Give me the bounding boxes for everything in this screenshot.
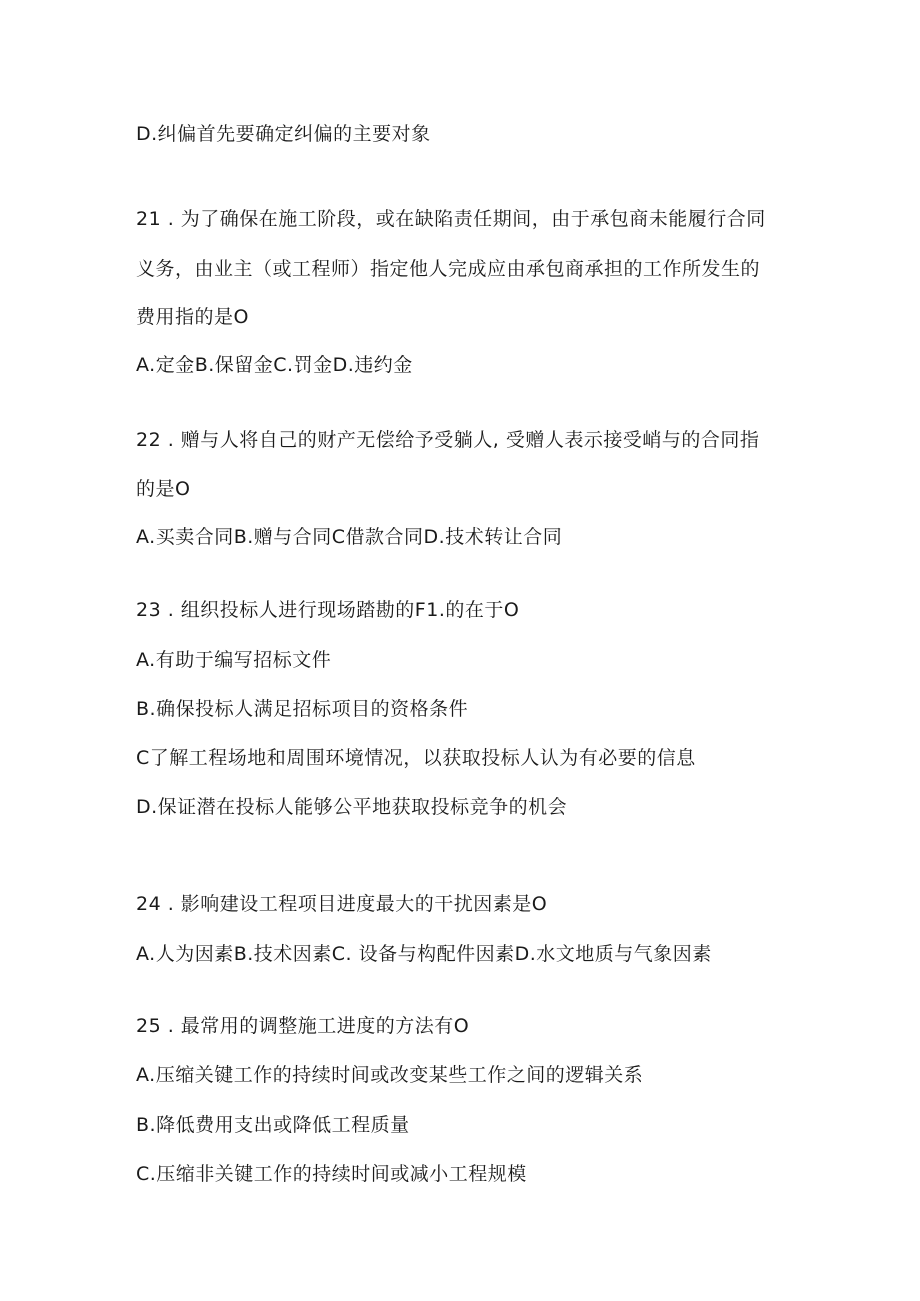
q21-stem-line-2: 义务，由业主（或工程师）指定他人完成应由承包商承担的工作所发生的 xyxy=(136,258,761,280)
q23-option-b: B.确保投标人满足招标项目的资格条件 xyxy=(136,698,469,720)
q21-options: A.定金B.保留金C.罚金D.违约金 xyxy=(136,354,413,376)
q23-stem: 23 . 组织投标人进行现场踏勘的F1.的在于O xyxy=(136,599,520,621)
q25-option-a: A.压缩关键工作的持续时间或改变某些工作之间的逻辑关系 xyxy=(136,1064,644,1086)
q24-options: A.人为因素B.技术因素C. 设备与构配件因素D.水文地质与气象因素 xyxy=(136,943,712,965)
q23-option-d: D.保证潜在投标人能够公平地获取投标竞争的机会 xyxy=(136,796,568,818)
q22-stem-line-2: 的是O xyxy=(136,478,191,500)
q22-stem-line-1: 22 . 赠与人将自己的财产无偿给予受躺人, 受赠人表示接受峭与的合同指 xyxy=(136,429,760,451)
q24-stem: 24 . 影响建设工程项目进度最大的干扰因素是O xyxy=(136,893,548,915)
q21-stem-line-1: 21 . 为了确保在施工阶段，或在缺陷责任期间，由于承包商未能履行合同 xyxy=(136,208,766,230)
q21-stem-line-3: 费用指的是O xyxy=(136,306,249,328)
q25-option-b: B.降低费用支出或降低工程质量 xyxy=(136,1114,410,1136)
q20-option-d: D.纠偏首先要确定纠偏的主要对象 xyxy=(136,123,431,145)
q22-options: A.买卖合同B.赠与合同C借款合同D.技术转让合同 xyxy=(136,526,563,548)
q23-option-c: C了解工程场地和周围环境情况，以获取投标人认为有必要的信息 xyxy=(136,747,696,769)
q25-option-c: C.压缩非关键工作的持续时间或减小工程规模 xyxy=(136,1163,527,1185)
q25-stem: 25 . 最常用的调整施工进度的方法有O xyxy=(136,1015,470,1037)
q23-option-a: A.有助于编写招标文件 xyxy=(136,649,332,671)
